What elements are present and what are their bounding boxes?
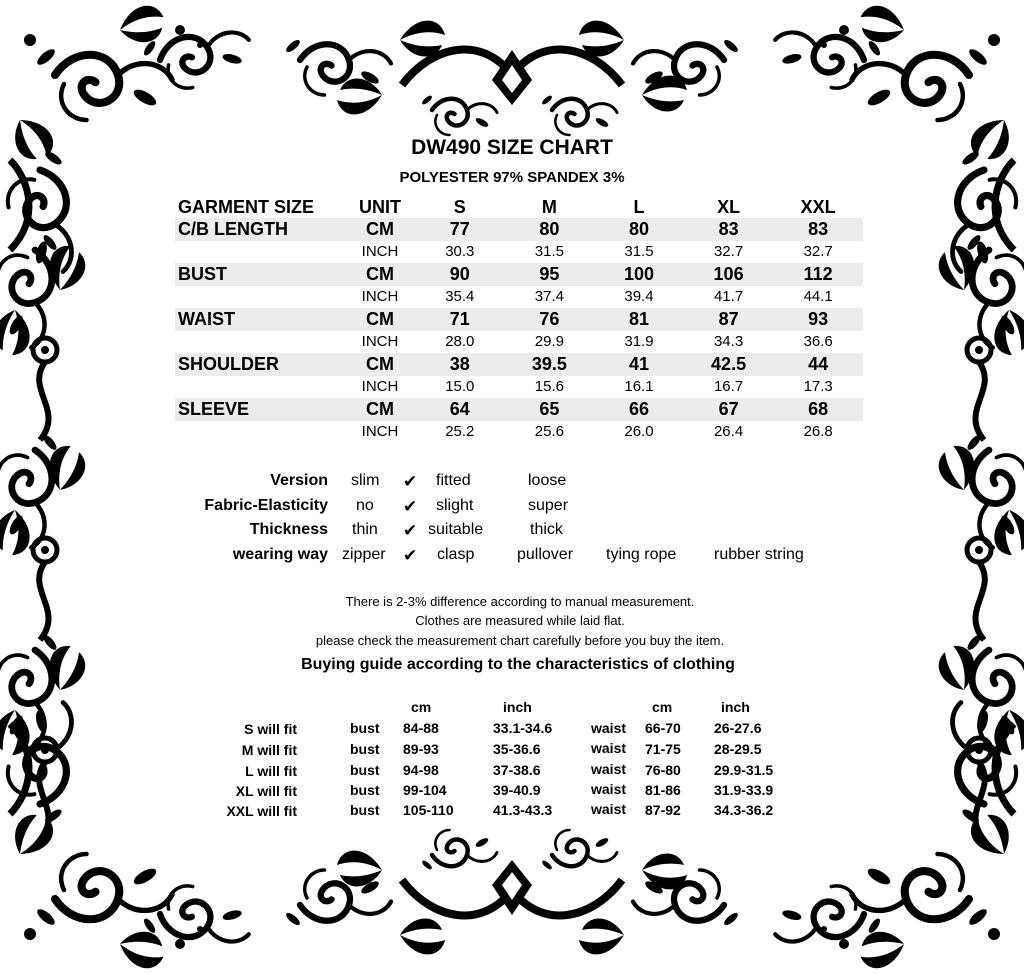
guide-inch: 41.3-43.3: [493, 802, 553, 818]
guide-inch: 39-40.9: [493, 782, 541, 798]
table-cell: 26.8: [803, 423, 833, 441]
table-cell: 31.5: [624, 243, 654, 261]
attribute-option: fitted: [436, 472, 471, 489]
attribute-option: loose: [528, 472, 567, 489]
unit-cell: INCH: [361, 423, 399, 441]
guide-size-label: XL will fit: [235, 783, 297, 799]
table-cell: 100: [623, 263, 654, 284]
table-cell: 41: [628, 353, 649, 374]
guide-inch: 37-38.6: [493, 762, 541, 778]
table-cell: 15.0: [445, 378, 475, 396]
guide-cm: 71-75: [645, 741, 681, 757]
table-cell: 90: [449, 263, 470, 284]
guide-header-cm: cm: [411, 699, 432, 715]
unit-cell: CM: [366, 218, 394, 239]
unit-cell: INCH: [361, 288, 399, 306]
table-cell: 83: [718, 218, 739, 239]
attribute-option: rubber string: [714, 545, 804, 563]
unit-cell: CM: [366, 308, 394, 329]
guide-cm: 81-86: [645, 782, 681, 798]
table-cell: 67: [718, 398, 739, 419]
unit-cell: CM: [366, 353, 394, 374]
measure-label: SHOULDER: [178, 353, 280, 374]
table-cell: 16.7: [713, 378, 744, 396]
guide-inch: 35-36.6: [493, 741, 541, 757]
attribute-label: wearing way: [232, 545, 328, 563]
table-cell: 25.2: [445, 423, 475, 441]
header-size-m: M: [541, 197, 557, 217]
guide-inch: 29.9-31.5: [714, 762, 774, 778]
attribute-option: thin: [352, 521, 378, 538]
table-cell: 38: [449, 353, 470, 374]
attribute-label: Version: [270, 472, 328, 489]
guide-cm: 94-98: [403, 762, 439, 778]
guide-header-cm: cm: [652, 699, 673, 715]
measure-label: SLEEVE: [178, 398, 250, 419]
attribute-label: Fabric-Elasticity: [204, 496, 328, 514]
attribute-option: pullover: [517, 545, 574, 563]
guide-inch: 28-29.5: [714, 741, 762, 757]
table-cell: 80: [539, 218, 560, 239]
check-mark-icon: ✔: [403, 472, 418, 491]
unit-cell: CM: [366, 398, 394, 419]
table-cell: 26.4: [713, 423, 744, 441]
guide-measure: bust: [350, 741, 380, 757]
guide-size-label: L will fit: [245, 763, 297, 779]
guide-measure: bust: [350, 720, 380, 736]
table-cell: 95: [539, 263, 560, 284]
measure-label: BUST: [178, 263, 227, 284]
header-size-xl: XL: [717, 197, 741, 217]
table-cell: 29.9: [534, 333, 564, 351]
table-cell: 36.6: [803, 333, 833, 351]
table-cell: 41.7: [713, 288, 744, 306]
guide-measure: waist: [591, 761, 627, 777]
guide-measure: waist: [591, 720, 627, 736]
guide-size-label: M will fit: [241, 742, 297, 758]
table-cell: 66: [628, 398, 649, 419]
unit-cell: CM: [366, 263, 394, 284]
attribute-option: no: [356, 496, 374, 514]
guide-cm: 84-88: [403, 720, 439, 736]
guide-measure: waist: [591, 801, 627, 817]
table-cell: 32.7: [803, 243, 833, 261]
attribute-label: Thickness: [249, 521, 328, 538]
guide-inch: 26-27.6: [714, 720, 762, 736]
table-cell: 42.5: [711, 353, 747, 374]
buying-guide-title: Buying guide according to the characteristics of clothing: [301, 656, 735, 673]
note-line: There is 2-3% difference according to manual measurement.: [345, 594, 695, 609]
attribute-option: slight: [436, 496, 474, 514]
attribute-option: clasp: [437, 545, 475, 563]
table-cell: 15.6: [534, 378, 564, 396]
guide-inch: 31.9-33.9: [714, 782, 774, 798]
table-cell: 44.1: [803, 288, 833, 306]
guide-measure: bust: [350, 802, 380, 818]
guide-measure: bust: [350, 782, 380, 798]
table-cell: 93: [808, 308, 829, 329]
guide-size-label: S will fit: [244, 721, 297, 737]
guide-cm: 99-104: [403, 782, 447, 798]
guide-measure: bust: [350, 762, 380, 778]
guide-measure: waist: [591, 781, 627, 797]
attribute-option: thick: [530, 521, 563, 538]
table-cell: 80: [628, 218, 649, 239]
fabric-composition: POLYESTER 97% SPANDEX 3%: [399, 169, 625, 186]
table-cell: 77: [449, 218, 470, 239]
table-cell: 25.6: [534, 423, 564, 441]
attribute-option: tying rope: [606, 545, 677, 563]
guide-cm: 89-93: [403, 741, 439, 757]
header-garment-size: GARMENT SIZE: [178, 197, 315, 217]
measure-label: WAIST: [178, 308, 235, 329]
table-cell: 76: [539, 308, 560, 329]
table-cell: 32.7: [713, 243, 744, 261]
table-cell: 81: [628, 308, 649, 329]
page-title: DW490 SIZE CHART: [411, 136, 613, 159]
table-cell: 68: [808, 398, 829, 419]
table-cell: 16.1: [624, 378, 654, 396]
table-cell: 17.3: [803, 378, 833, 396]
table-cell: 31.5: [534, 243, 564, 261]
guide-cm: 76-80: [645, 762, 681, 778]
table-cell: 34.3: [713, 333, 744, 351]
table-cell: 64: [449, 398, 470, 419]
table-cell: 26.0: [624, 423, 654, 441]
guide-cm: 105-110: [403, 802, 454, 818]
table-cell: 39.4: [624, 288, 654, 306]
attribute-option: slim: [351, 472, 380, 489]
attribute-option: zipper: [342, 545, 386, 563]
header-size-l: L: [633, 197, 645, 217]
header-size-xxl: XXL: [800, 197, 836, 217]
table-cell: 35.4: [445, 288, 475, 306]
check-mark-icon: ✔: [403, 545, 418, 565]
guide-inch: 34.3-36.2: [714, 802, 774, 818]
guide-header-inch: inch: [503, 699, 532, 715]
guide-size-label: XXL will fit: [226, 803, 297, 819]
attribute-option: suitable: [428, 521, 484, 538]
table-cell: 31.9: [624, 333, 654, 351]
note-line: please check the measurement chart carefully before you buy the item.: [315, 633, 725, 648]
check-mark-icon: ✔: [403, 521, 418, 540]
table-cell: 37.4: [534, 288, 564, 306]
table-cell: 106: [713, 263, 744, 284]
guide-measure: waist: [591, 740, 627, 756]
table-cell: 44: [808, 353, 829, 374]
measure-label: C/B LENGTH: [178, 218, 288, 239]
unit-cell: INCH: [361, 378, 399, 396]
header-unit: UNIT: [359, 197, 401, 217]
header-size-s: S: [453, 197, 466, 217]
attribute-option: super: [528, 496, 569, 514]
guide-cm: 87-92: [645, 802, 681, 818]
unit-cell: INCH: [361, 243, 399, 261]
table-cell: 112: [803, 263, 833, 284]
table-cell: 65: [539, 398, 560, 419]
table-cell: 83: [808, 218, 829, 239]
guide-inch: 33.1-34.6: [493, 720, 553, 736]
unit-cell: INCH: [361, 333, 399, 351]
table-cell: 39.5: [531, 353, 567, 374]
table-cell: 28.0: [445, 333, 475, 351]
guide-cm: 66-70: [645, 720, 681, 736]
table-cell: 30.3: [445, 243, 475, 261]
note-line: Clothes are measured while laid flat.: [415, 613, 625, 628]
guide-header-inch: inch: [721, 699, 750, 715]
check-mark-icon: ✔: [403, 496, 418, 516]
table-cell: 71: [449, 308, 470, 329]
table-cell: 87: [718, 308, 739, 329]
